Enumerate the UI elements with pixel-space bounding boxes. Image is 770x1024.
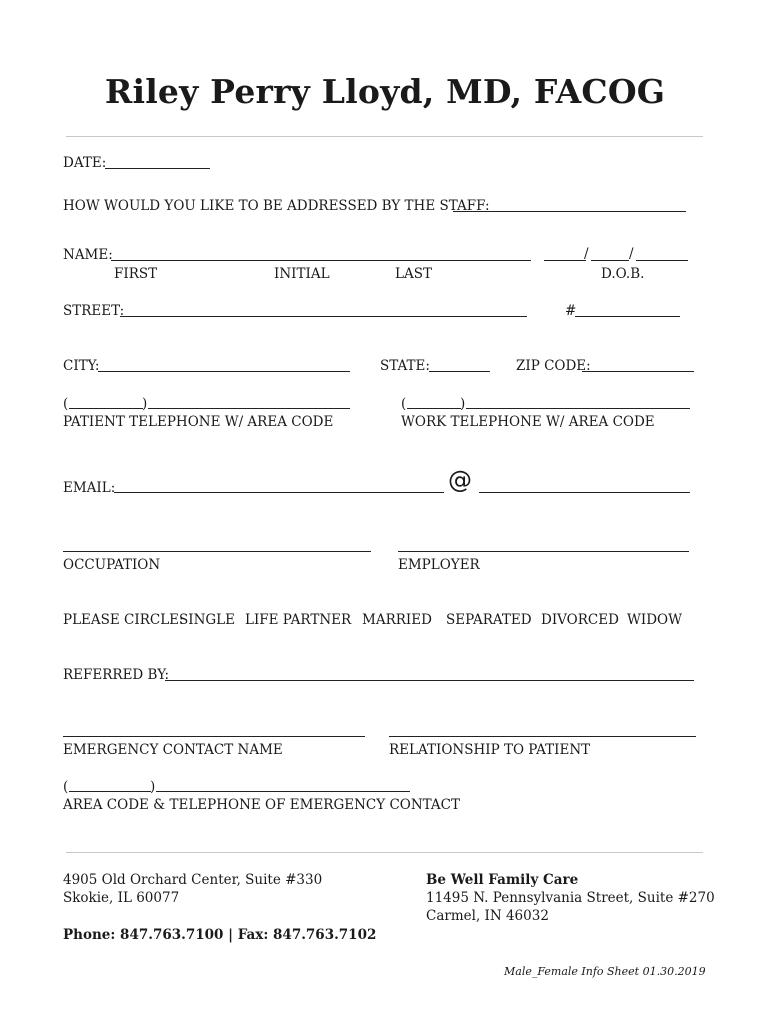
- circle-prompt: PLEASE CIRCLE:: [63, 612, 184, 628]
- header-divider: [66, 136, 703, 137]
- employer-caption: EMPLOYER: [398, 557, 480, 573]
- work-area-code-field[interactable]: [407, 408, 461, 409]
- unit-number-label: #: [565, 303, 577, 319]
- emergency-phone-field[interactable]: [156, 791, 410, 792]
- street-label: STREET:: [63, 303, 125, 319]
- address-preference-label: HOW WOULD YOU LIKE TO BE ADDRESSED BY THE STAFF:: [63, 198, 490, 214]
- marital-option-divorced[interactable]: DIVORCED: [541, 612, 619, 628]
- footer-phone-fax: Phone: 847.763.7100 | Fax: 847.763.7102: [63, 927, 377, 943]
- marital-option-single[interactable]: SINGLE: [179, 612, 235, 628]
- email-user-field[interactable]: [114, 492, 444, 493]
- dob-day-field[interactable]: [591, 260, 629, 261]
- first-name-caption: FIRST: [114, 266, 158, 282]
- street-field[interactable]: [120, 316, 527, 317]
- date-label: DATE:: [63, 155, 107, 171]
- city-field[interactable]: [98, 371, 350, 372]
- relationship-caption: RELATIONSHIP TO PATIENT: [389, 742, 591, 758]
- dob-separator-2: /: [629, 246, 634, 262]
- emergency-area-code-close: ): [150, 779, 156, 795]
- marital-option-widow[interactable]: WIDOW: [627, 612, 682, 628]
- name-label: NAME:: [63, 247, 113, 263]
- address-preference-field[interactable]: [453, 211, 686, 212]
- email-label: EMAIL:: [63, 480, 116, 496]
- footer-address-line2: Skokie, IL 60077: [63, 890, 180, 906]
- patient-area-code-close: ): [142, 396, 148, 412]
- page-title: Riley Perry Lloyd, MD, FACOG: [104, 72, 666, 111]
- referred-by-label: REFERRED BY:: [63, 667, 170, 683]
- emergency-area-code-field[interactable]: [69, 791, 151, 792]
- patient-area-code-field[interactable]: [69, 408, 143, 409]
- occupation-field[interactable]: [63, 551, 371, 552]
- footer-address-line1: 4905 Old Orchard Center, Suite #330: [63, 872, 323, 888]
- relationship-field[interactable]: [389, 736, 696, 737]
- referred-by-field[interactable]: [165, 680, 694, 681]
- patient-phone-caption: PATIENT TELEPHONE W/ AREA CODE: [63, 414, 334, 430]
- city-label: CITY:: [63, 358, 100, 374]
- footer-practice-name: Be Well Family Care: [426, 872, 579, 888]
- at-symbol: @: [448, 466, 472, 494]
- emergency-area-code-open: (: [63, 779, 69, 795]
- date-field[interactable]: [105, 168, 210, 169]
- state-field[interactable]: [429, 371, 490, 372]
- zip-label: ZIP CODE:: [516, 358, 591, 374]
- footer-practice-line2: Carmel, IN 46032: [426, 908, 549, 924]
- marital-option-life-partner[interactable]: LIFE PARTNER: [245, 612, 352, 628]
- state-label: STATE:: [380, 358, 430, 374]
- emergency-contact-caption: EMERGENCY CONTACT NAME: [63, 742, 283, 758]
- work-area-code-open: (: [401, 396, 407, 412]
- emergency-phone-caption: AREA CODE & TELEPHONE OF EMERGENCY CONTACT: [63, 797, 461, 813]
- dob-month-field[interactable]: [544, 260, 586, 261]
- occupation-caption: OCCUPATION: [63, 557, 161, 573]
- marital-option-separated[interactable]: SEPARATED: [446, 612, 532, 628]
- initial-caption: INITIAL: [274, 266, 330, 282]
- footer-divider: [66, 852, 703, 853]
- emergency-contact-name-field[interactable]: [63, 736, 365, 737]
- email-domain-field[interactable]: [479, 492, 690, 493]
- marital-option-married[interactable]: MARRIED: [362, 612, 432, 628]
- footer-practice-line1: 11495 N. Pennsylvania Street, Suite #270: [426, 890, 715, 906]
- patient-area-code-open: (: [63, 396, 69, 412]
- dob-year-field[interactable]: [636, 260, 688, 261]
- zip-field[interactable]: [582, 371, 694, 372]
- employer-field[interactable]: [398, 551, 689, 552]
- unit-number-field[interactable]: [575, 316, 680, 317]
- work-phone-caption: WORK TELEPHONE W/ AREA CODE: [401, 414, 655, 430]
- patient-phone-field[interactable]: [148, 408, 350, 409]
- name-field[interactable]: [111, 260, 531, 261]
- work-phone-field[interactable]: [466, 408, 690, 409]
- work-area-code-close: ): [460, 396, 466, 412]
- dob-separator-1: /: [584, 246, 589, 262]
- form-version-id: Male_Female Info Sheet 01.30.2019: [504, 965, 706, 978]
- dob-caption: D.O.B.: [601, 266, 645, 282]
- last-name-caption: LAST: [395, 266, 432, 282]
